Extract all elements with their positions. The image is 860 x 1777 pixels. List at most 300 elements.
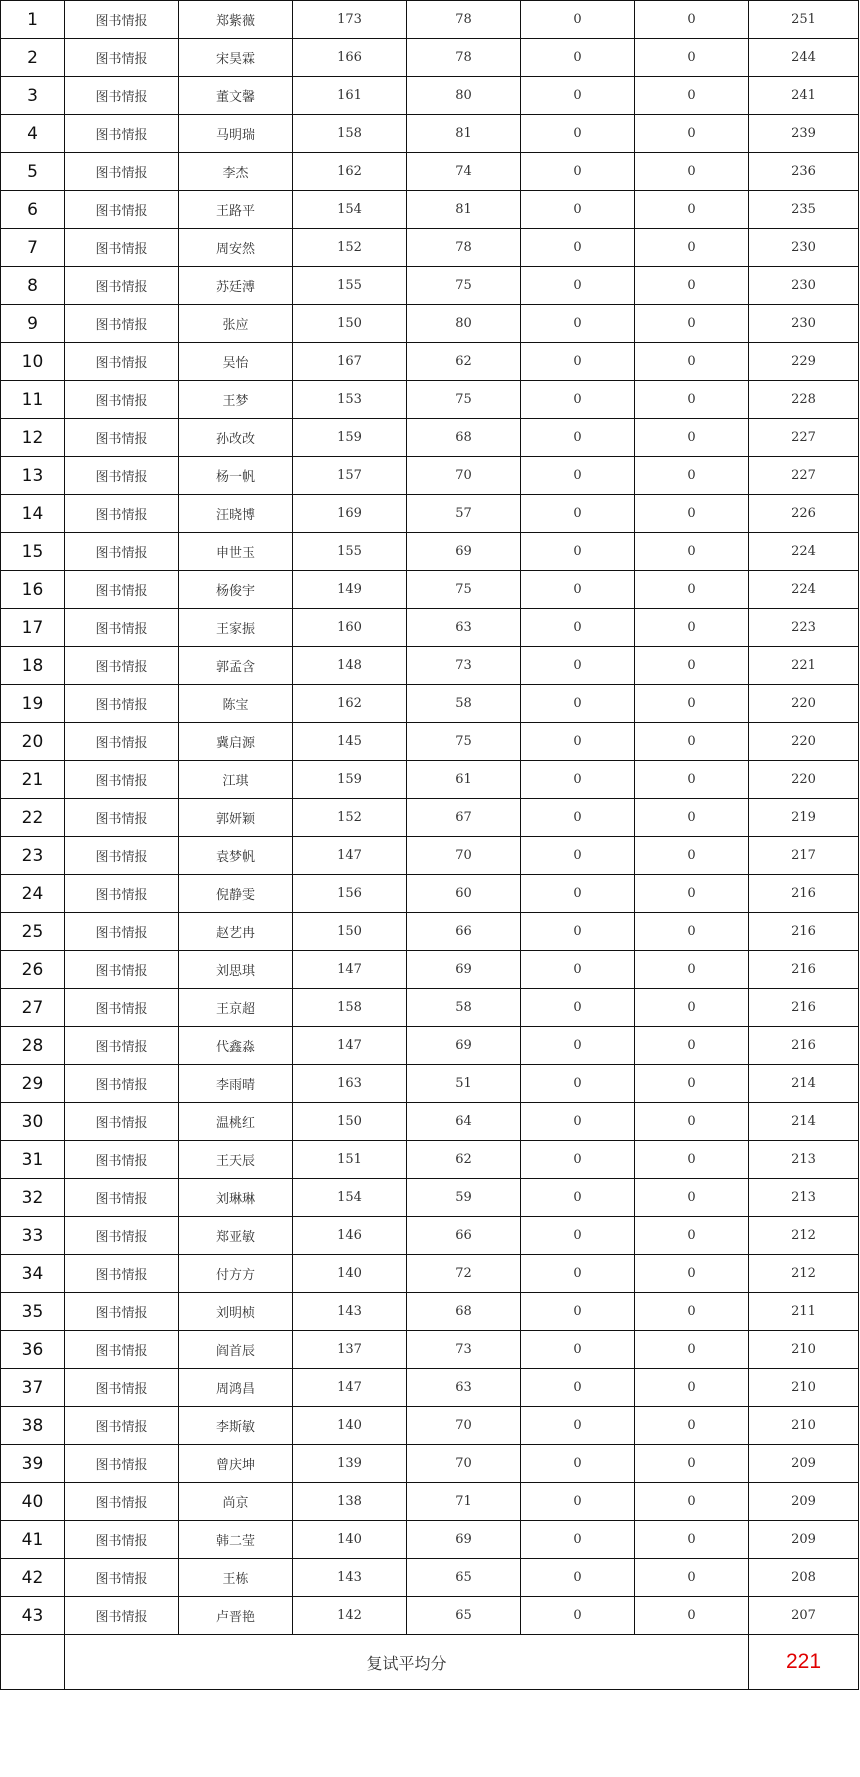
score1-cell: 153 [293,381,407,419]
total-score-cell: 228 [749,381,859,419]
total-score-cell: 213 [749,1141,859,1179]
score4-cell: 0 [635,77,749,115]
score1-cell: 159 [293,761,407,799]
score1-cell: 167 [293,343,407,381]
total-score-cell: 209 [749,1521,859,1559]
score3-cell: 0 [521,1483,635,1521]
score2-cell: 75 [407,723,521,761]
student-name-cell: 王栋 [179,1559,293,1597]
student-name-cell: 宋昊霖 [179,39,293,77]
row-number-cell: 41 [1,1521,65,1559]
score4-cell: 0 [635,343,749,381]
score4-cell: 0 [635,1027,749,1065]
row-number-cell: 28 [1,1027,65,1065]
row-number-cell: 35 [1,1293,65,1331]
total-score-cell: 219 [749,799,859,837]
table-row [1,1521,859,1559]
score2-cell: 69 [407,533,521,571]
major-cell: 图书情报 [65,1179,179,1217]
major-cell: 图书情报 [65,305,179,343]
row-number-cell: 6 [1,191,65,229]
score1-cell: 150 [293,305,407,343]
score4-cell: 0 [635,799,749,837]
score2-cell: 58 [407,685,521,723]
student-name-cell: 张应 [179,305,293,343]
score4-cell: 0 [635,229,749,267]
score4-cell: 0 [635,115,749,153]
score2-cell: 75 [407,571,521,609]
row-number-cell: 7 [1,229,65,267]
major-cell: 图书情报 [65,761,179,799]
score2-cell: 60 [407,875,521,913]
score4-cell: 0 [635,951,749,989]
table-row [1,457,859,495]
score2-cell: 67 [407,799,521,837]
table-row [1,77,859,115]
major-cell: 图书情报 [65,343,179,381]
table-row [1,305,859,343]
total-score-cell: 216 [749,1027,859,1065]
row-number-cell: 2 [1,39,65,77]
score4-cell: 0 [635,39,749,77]
score4-cell: 0 [635,1103,749,1141]
student-name-cell: 江琪 [179,761,293,799]
score1-cell: 155 [293,533,407,571]
total-score-cell: 227 [749,419,859,457]
score4-cell: 0 [635,571,749,609]
row-number-cell: 1 [1,1,65,39]
score-table-body [1,1,859,1635]
row-number-cell: 15 [1,533,65,571]
score4-cell: 0 [635,647,749,685]
student-name-cell: 王路平 [179,191,293,229]
average-score-value: 221 [749,1635,859,1690]
total-score-cell: 216 [749,951,859,989]
student-name-cell: 倪静雯 [179,875,293,913]
major-cell: 图书情报 [65,267,179,305]
total-score-cell: 214 [749,1065,859,1103]
total-score-cell: 241 [749,77,859,115]
score3-cell: 0 [521,1255,635,1293]
row-number-cell: 4 [1,115,65,153]
score3-cell: 0 [521,495,635,533]
score2-cell: 81 [407,191,521,229]
row-number-cell: 33 [1,1217,65,1255]
score3-cell: 0 [521,1445,635,1483]
score1-cell: 152 [293,799,407,837]
table-row [1,1217,859,1255]
row-number-cell: 21 [1,761,65,799]
score1-cell: 166 [293,39,407,77]
student-name-cell: 马明瑞 [179,115,293,153]
score3-cell: 0 [521,989,635,1027]
score3-cell: 0 [521,533,635,571]
total-score-cell: 244 [749,39,859,77]
table-row [1,913,859,951]
score3-cell: 0 [521,1027,635,1065]
student-name-cell: 韩二莹 [179,1521,293,1559]
score1-cell: 145 [293,723,407,761]
major-cell: 图书情报 [65,913,179,951]
score1-cell: 159 [293,419,407,457]
total-score-cell: 239 [749,115,859,153]
major-cell: 图书情报 [65,1065,179,1103]
score4-cell: 0 [635,495,749,533]
score1-cell: 169 [293,495,407,533]
score4-cell: 0 [635,191,749,229]
row-number-cell: 26 [1,951,65,989]
score2-cell: 81 [407,115,521,153]
score2-cell: 75 [407,381,521,419]
score2-cell: 57 [407,495,521,533]
major-cell: 图书情报 [65,1445,179,1483]
score1-cell: 150 [293,913,407,951]
score1-cell: 147 [293,837,407,875]
score3-cell: 0 [521,761,635,799]
score3-cell: 0 [521,1369,635,1407]
row-number-cell: 20 [1,723,65,761]
major-cell: 图书情报 [65,229,179,267]
score1-cell: 137 [293,1331,407,1369]
score3-cell: 0 [521,571,635,609]
total-score-cell: 236 [749,153,859,191]
score3-cell: 0 [521,647,635,685]
score2-cell: 69 [407,1027,521,1065]
major-cell: 图书情报 [65,1217,179,1255]
row-number-cell: 39 [1,1445,65,1483]
score1-cell: 152 [293,229,407,267]
score2-cell: 80 [407,77,521,115]
major-cell: 图书情报 [65,1141,179,1179]
score3-cell: 0 [521,837,635,875]
table-row [1,191,859,229]
total-score-cell: 220 [749,761,859,799]
student-name-cell: 王梦 [179,381,293,419]
table-row [1,685,859,723]
total-score-cell: 251 [749,1,859,39]
total-score-cell: 230 [749,267,859,305]
student-name-cell: 代鑫淼 [179,1027,293,1065]
major-cell: 图书情报 [65,1293,179,1331]
score4-cell: 0 [635,837,749,875]
student-name-cell: 冀启源 [179,723,293,761]
score3-cell: 0 [521,1559,635,1597]
major-cell: 图书情报 [65,951,179,989]
major-cell: 图书情报 [65,571,179,609]
total-score-cell: 209 [749,1445,859,1483]
score1-cell: 142 [293,1597,407,1635]
student-name-cell: 杨一帆 [179,457,293,495]
major-cell: 图书情报 [65,191,179,229]
total-score-cell: 207 [749,1597,859,1635]
student-name-cell: 刘琳琳 [179,1179,293,1217]
major-cell: 图书情报 [65,1255,179,1293]
table-row [1,1369,859,1407]
score2-cell: 61 [407,761,521,799]
total-score-cell: 212 [749,1255,859,1293]
summary-empty-cell [1,1635,65,1690]
score2-cell: 78 [407,229,521,267]
table-row [1,1141,859,1179]
score2-cell: 74 [407,153,521,191]
table-row [1,1179,859,1217]
table-row [1,1407,859,1445]
score4-cell: 0 [635,267,749,305]
major-cell: 图书情报 [65,723,179,761]
major-cell: 图书情报 [65,1,179,39]
score1-cell: 161 [293,77,407,115]
student-name-cell: 申世玉 [179,533,293,571]
table-row [1,761,859,799]
table-row [1,267,859,305]
major-cell: 图书情报 [65,799,179,837]
score2-cell: 66 [407,913,521,951]
row-number-cell: 36 [1,1331,65,1369]
score3-cell: 0 [521,1407,635,1445]
score1-cell: 154 [293,1179,407,1217]
student-name-cell: 李雨晴 [179,1065,293,1103]
score2-cell: 62 [407,343,521,381]
table-row [1,229,859,267]
major-cell: 图书情报 [65,1559,179,1597]
score2-cell: 69 [407,951,521,989]
row-number-cell: 17 [1,609,65,647]
score1-cell: 139 [293,1445,407,1483]
student-name-cell: 陈宝 [179,685,293,723]
score2-cell: 75 [407,267,521,305]
major-cell: 图书情报 [65,533,179,571]
score1-cell: 158 [293,115,407,153]
score1-cell: 162 [293,685,407,723]
row-number-cell: 12 [1,419,65,457]
table-row [1,495,859,533]
score3-cell: 0 [521,229,635,267]
score3-cell: 0 [521,1597,635,1635]
major-cell: 图书情报 [65,77,179,115]
table-row [1,1255,859,1293]
student-name-cell: 付方方 [179,1255,293,1293]
row-number-cell: 34 [1,1255,65,1293]
score3-cell: 0 [521,1141,635,1179]
score4-cell: 0 [635,875,749,913]
score1-cell: 147 [293,1027,407,1065]
score2-cell: 68 [407,419,521,457]
score2-cell: 63 [407,1369,521,1407]
row-number-cell: 38 [1,1407,65,1445]
score1-cell: 143 [293,1293,407,1331]
score1-cell: 173 [293,1,407,39]
score4-cell: 0 [635,723,749,761]
score4-cell: 0 [635,533,749,571]
score2-cell: 65 [407,1597,521,1635]
score2-cell: 72 [407,1255,521,1293]
total-score-cell: 211 [749,1293,859,1331]
row-number-cell: 27 [1,989,65,1027]
table-row [1,153,859,191]
score3-cell: 0 [521,1,635,39]
table-row [1,533,859,571]
score1-cell: 147 [293,1369,407,1407]
score4-cell: 0 [635,1,749,39]
score2-cell: 78 [407,39,521,77]
major-cell: 图书情报 [65,1521,179,1559]
student-name-cell: 刘思琪 [179,951,293,989]
score3-cell: 0 [521,951,635,989]
score4-cell: 0 [635,153,749,191]
table-row [1,1597,859,1635]
major-cell: 图书情报 [65,495,179,533]
score1-cell: 149 [293,571,407,609]
row-number-cell: 42 [1,1559,65,1597]
table-row [1,1483,859,1521]
score4-cell: 0 [635,1255,749,1293]
student-name-cell: 王天辰 [179,1141,293,1179]
total-score-cell: 213 [749,1179,859,1217]
major-cell: 图书情报 [65,1407,179,1445]
score2-cell: 73 [407,1331,521,1369]
score1-cell: 154 [293,191,407,229]
score2-cell: 68 [407,1293,521,1331]
table-row [1,799,859,837]
score2-cell: 69 [407,1521,521,1559]
student-name-cell: 苏廷溥 [179,267,293,305]
row-number-cell: 18 [1,647,65,685]
table-row [1,115,859,153]
score3-cell: 0 [521,153,635,191]
student-name-cell: 郑亚敏 [179,1217,293,1255]
score4-cell: 0 [635,1369,749,1407]
table-row [1,1559,859,1597]
major-cell: 图书情报 [65,39,179,77]
row-number-cell: 16 [1,571,65,609]
table-row [1,1027,859,1065]
table-row [1,1103,859,1141]
major-cell: 图书情报 [65,419,179,457]
score4-cell: 0 [635,305,749,343]
score4-cell: 0 [635,419,749,457]
total-score-cell: 208 [749,1559,859,1597]
score1-cell: 146 [293,1217,407,1255]
table-row [1,837,859,875]
table-row [1,723,859,761]
table-row [1,951,859,989]
student-name-cell: 尚京 [179,1483,293,1521]
major-cell: 图书情报 [65,153,179,191]
row-number-cell: 11 [1,381,65,419]
score2-cell: 63 [407,609,521,647]
row-number-cell: 23 [1,837,65,875]
row-number-cell: 3 [1,77,65,115]
row-number-cell: 24 [1,875,65,913]
row-number-cell: 19 [1,685,65,723]
score3-cell: 0 [521,77,635,115]
major-cell: 图书情报 [65,1103,179,1141]
major-cell: 图书情报 [65,685,179,723]
score2-cell: 62 [407,1141,521,1179]
score1-cell: 151 [293,1141,407,1179]
score1-cell: 150 [293,1103,407,1141]
score3-cell: 0 [521,913,635,951]
student-name-cell: 李斯敏 [179,1407,293,1445]
score4-cell: 0 [635,989,749,1027]
student-name-cell: 周鸿昌 [179,1369,293,1407]
row-number-cell: 31 [1,1141,65,1179]
score3-cell: 0 [521,115,635,153]
average-score-label: 复试平均分 [65,1635,749,1690]
student-name-cell: 王家振 [179,609,293,647]
table-row [1,419,859,457]
table-row [1,1,859,39]
score4-cell: 0 [635,381,749,419]
student-name-cell: 阎首辰 [179,1331,293,1369]
total-score-cell: 224 [749,571,859,609]
score4-cell: 0 [635,761,749,799]
score4-cell: 0 [635,1331,749,1369]
score2-cell: 73 [407,647,521,685]
row-number-cell: 30 [1,1103,65,1141]
score3-cell: 0 [521,39,635,77]
major-cell: 图书情报 [65,115,179,153]
score4-cell: 0 [635,1217,749,1255]
row-number-cell: 8 [1,267,65,305]
student-name-cell: 袁梦帆 [179,837,293,875]
total-score-cell: 216 [749,875,859,913]
total-score-cell: 230 [749,305,859,343]
total-score-cell: 220 [749,723,859,761]
score4-cell: 0 [635,1065,749,1103]
student-name-cell: 孙改改 [179,419,293,457]
score4-cell: 0 [635,913,749,951]
score2-cell: 70 [407,1445,521,1483]
total-score-cell: 217 [749,837,859,875]
score2-cell: 65 [407,1559,521,1597]
score3-cell: 0 [521,875,635,913]
score3-cell: 0 [521,305,635,343]
student-name-cell: 杨俊宇 [179,571,293,609]
total-score-cell: 227 [749,457,859,495]
score2-cell: 66 [407,1217,521,1255]
major-cell: 图书情报 [65,1331,179,1369]
table-row [1,1445,859,1483]
row-number-cell: 13 [1,457,65,495]
score2-cell: 71 [407,1483,521,1521]
score2-cell: 70 [407,1407,521,1445]
major-cell: 图书情报 [65,1483,179,1521]
row-number-cell: 25 [1,913,65,951]
total-score-cell: 230 [749,229,859,267]
student-name-cell: 温桃红 [179,1103,293,1141]
score1-cell: 162 [293,153,407,191]
total-score-cell: 224 [749,533,859,571]
score1-cell: 156 [293,875,407,913]
major-cell: 图书情报 [65,457,179,495]
student-name-cell: 曾庆坤 [179,1445,293,1483]
score1-cell: 143 [293,1559,407,1597]
table-row [1,609,859,647]
score2-cell: 80 [407,305,521,343]
score4-cell: 0 [635,1179,749,1217]
student-name-cell: 郭妍颖 [179,799,293,837]
score1-cell: 147 [293,951,407,989]
score3-cell: 0 [521,419,635,457]
major-cell: 图书情报 [65,381,179,419]
total-score-cell: 214 [749,1103,859,1141]
score4-cell: 0 [635,1559,749,1597]
student-name-cell: 王京超 [179,989,293,1027]
total-score-cell: 210 [749,1407,859,1445]
total-score-cell: 221 [749,647,859,685]
student-name-cell: 郑紫薇 [179,1,293,39]
